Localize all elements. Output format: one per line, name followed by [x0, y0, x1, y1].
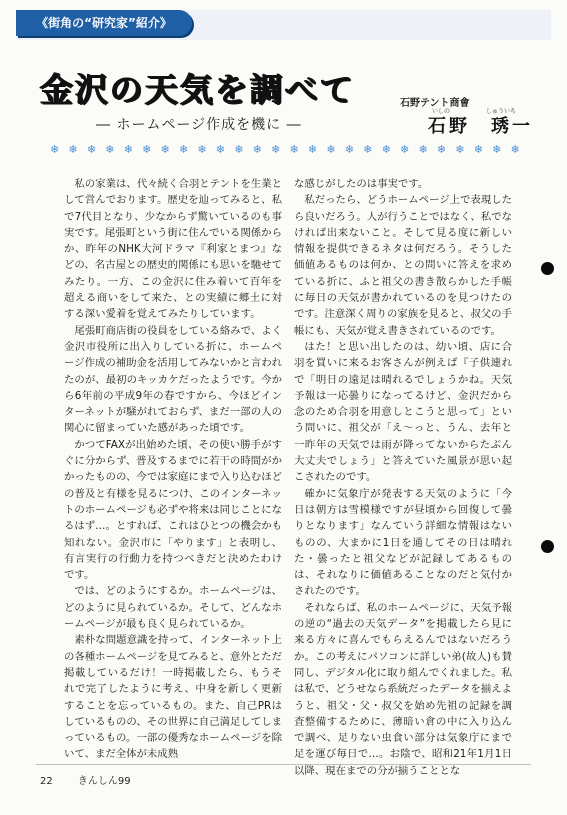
snowflake-icon: ❄	[326, 143, 336, 156]
paragraph: 私だったら、どうホームページ上で表現したら良いだろう。人が行うことではなく、私でなければ出来ないこと。そして見る度に新しい情報を提供できるネタは何だろう。そうした価値あるものは何か、との問いに答えを求めている折に、ふと祖父の書き散らかした手帳に毎日の天気が書かれているのを見つけたのです。注意深く周りの家族を見ると、叔父の手帳にも、天気が覚え書きされているのです。	[294, 194, 512, 337]
paragraph: では、どのようにするか。ホームページは、どのように見られているか。そして、どんなホームページが最も良く見られているか。	[64, 585, 282, 631]
paragraph: はた！と思い出したのは、幼い頃、店に合羽を買いに来るお客さんが例えば『子供連れで「明日の遠足は晴れるでしょうかね。天気予報は一応曇りになってるけど、金沢だから念のため合羽を用意しとこうと思って」という問いに、祖父が「え～っと、うん、去年と一昨年の天気では雨が降ってないからたぶん大丈夫でしょう」と答えていた風景が思い起こされたのです。	[294, 340, 512, 484]
snowflake-icon: ❄	[344, 143, 354, 156]
paragraph: 確かに気象庁が発表する天気のように「今日は朝方は雪模様ですが昼頃から回復して曇りとなります」なんていう詳細な情報はないものの、大まかに1日を通してその日は晴れた・曇ったと祖父などが記録してあるものは、それなりに価値あることなのだと気付かされたのです。	[294, 487, 512, 598]
article-subtitle: ― ホームページ作成を機に ―	[96, 117, 302, 133]
binder-hole	[541, 540, 554, 553]
paragraph: 私の家業は、代々続く合羽とテントを生業として営んでおります。歴史を辿ってみると、私で7代目となり、少なからず驚いているのも事実です。尾張町という街に住んでいる関係からか、昨年のNHK大河ドラマ『利家とまつ』などの、名古屋との歴史的関係にも思いを馳せてみたり。一方、この金沢に住み着いて百年を超える商いをして来た、との実績に郷土に対する深い愛着を覚えてみたりしています。	[64, 178, 282, 321]
snowflake-icon: ❄	[400, 143, 410, 156]
snowflake-icon: ❄	[197, 143, 207, 156]
section-band	[16, 10, 551, 40]
snowflake-icon: ❄	[105, 143, 115, 156]
snowflake-icon: ❄	[50, 143, 60, 156]
paragraph: 素朴な問題意識を持って、インターネット上の各種ホームページを見てみると、意外とただ掲載しているだけ！一時掲載したら、もうそれで完了したように考え、中身を新しく更新することを忘っているもの。また、自己PRはしているものの、その世界に自己満足してしまっているもの。一部の優秀なホームページを除いて、まだ全体が未成熟	[64, 634, 282, 761]
binder-hole	[541, 262, 554, 275]
snowflake-icon: ❄	[142, 143, 152, 156]
snowflake-icon: ❄	[381, 143, 391, 156]
page-footer	[40, 772, 131, 787]
snowflake-icon: ❄	[436, 143, 447, 156]
paragraph: かつてFAXが出始めた頃、その使い勝手がすぐに分からず、普及するまでに若干の時間がかかったものの、今では家庭にまで入り込むほどの普及と有様を見るにつけ、このインターネットのホームページも必ずや将来は同じことになるはず…。とすれば、これはひとつの機会かも知れない。金沢市に「やります」と表明し、有言実行の行動力を持つべきだと決めたわけです。	[64, 438, 282, 582]
body-column-right	[294, 176, 512, 779]
snowflake-icon: ❄	[160, 143, 170, 156]
paragraph: 尾張町商店街の役員をしている絡みで、よく金沢市役所に出入りしている折に、ホームページ作成の補助金を活用してみないかと言われたのが、最初のキッカケだったようです。今から6年前の平成9年の春ですから、今ほどインターネットが騒がれておらず、まだ一部の人の関心に留まっていた感があった頃です。	[64, 324, 282, 435]
snowflake-icon: ❄	[215, 143, 226, 156]
paragraph: それならば、私のホームページに、天気予報の逆の“過去の天気データ”を掲載したら見に来る方々に喜んでもらえるんではないだろうか。この考えにパソコンに詳しい弟(故人)も賛同し、デジタル化に取り組んでくれました。私は私で、どうせなら系統だったデータを揃えようと、祖父・父・叔父を始め先祖の記録を調査整備するために、薄暗い倉の中に入り込んで調べ、足りない虫食い部分は気象庁にまで足を運び毎日で…。お陰で、昭和21年1月1日以降、現在までの分が揃うこととな	[294, 601, 512, 777]
snowflake-icon: ❄	[271, 143, 281, 156]
footer-divider	[36, 764, 531, 765]
snowflake-icon: ❄	[510, 143, 520, 156]
snowflake-icon: ❄	[68, 143, 78, 156]
snowflake-icon: ❄	[473, 143, 483, 156]
snowflake-icon: ❄	[455, 143, 465, 156]
snowflake-icon: ❄	[307, 143, 318, 156]
author-ruby-given: しゅういち	[486, 108, 517, 115]
snowflake-divider	[50, 143, 520, 157]
snowflake-icon: ❄	[178, 143, 189, 156]
paragraph: な感じがしたのは事実です。	[294, 178, 429, 190]
page-number: 22	[40, 776, 53, 787]
author-name: 石野 琇一	[428, 116, 533, 137]
author-ruby-family: いしの	[432, 108, 451, 115]
snowflake-icon: ❄	[418, 143, 428, 156]
body-column-left	[64, 176, 282, 763]
snowflake-icon: ❄	[234, 143, 244, 156]
magazine-name: きんしん99	[77, 776, 131, 787]
author-company: 石野テント商會	[400, 98, 470, 109]
snowflake-icon: ❄	[289, 143, 299, 156]
snowflake-icon: ❄	[363, 143, 373, 156]
snowflake-icon: ❄	[123, 143, 133, 156]
article-title: 金沢の天気を調べて	[40, 70, 355, 109]
snowflake-icon: ❄	[86, 143, 97, 156]
snowflake-icon: ❄	[492, 143, 502, 156]
section-label: 《街角の“研究家”紹介》	[16, 10, 192, 36]
snowflake-icon: ❄	[252, 143, 262, 156]
